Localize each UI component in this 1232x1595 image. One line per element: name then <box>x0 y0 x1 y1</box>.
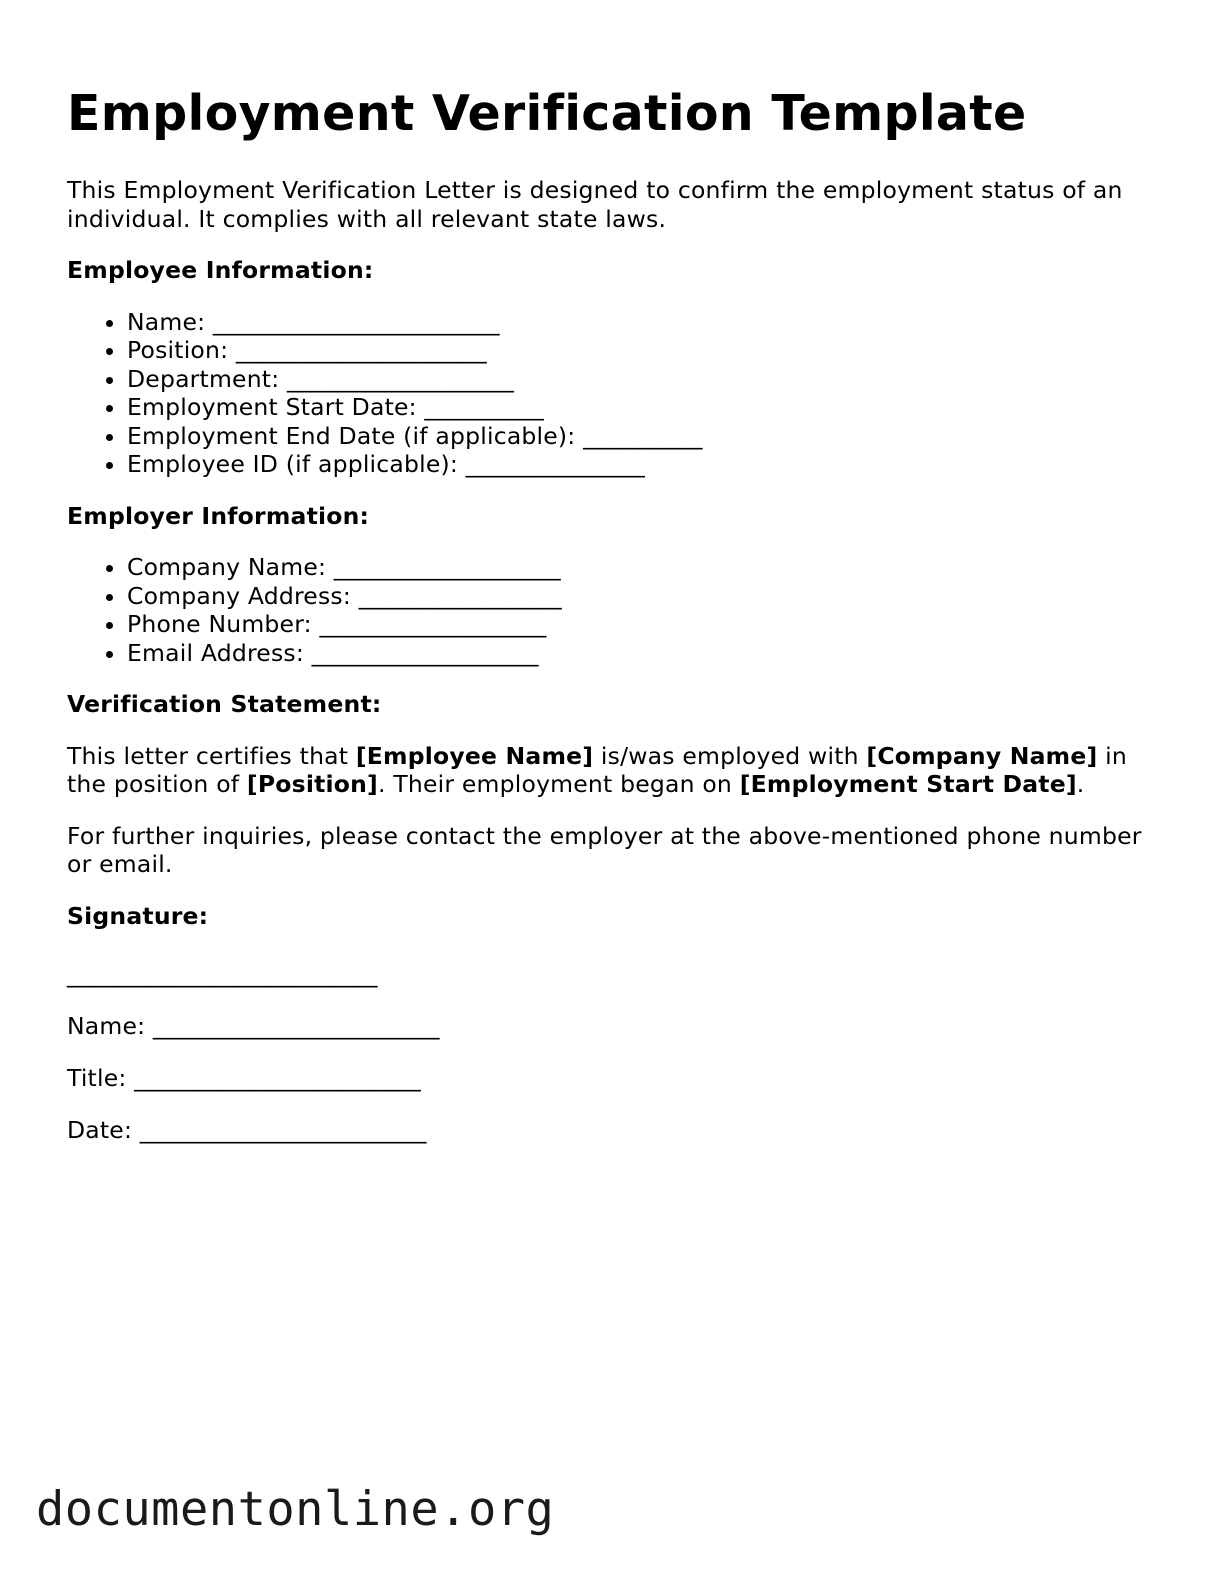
signature-heading: Signature: <box>67 901 209 930</box>
employee-info-list <box>67 308 1167 479</box>
statement-text: . Their employment began on <box>377 770 740 798</box>
list-item-end-date: • Employment End Date (if applicable): __________ <box>127 422 1167 451</box>
signature-line: __________________________ <box>67 960 378 988</box>
employer-info-heading: Employer Information: <box>67 501 370 530</box>
page-title: Employment Verification Template <box>67 85 1027 142</box>
list-item-company-address: • Company Address: _________________ <box>127 582 1167 611</box>
signature-block <box>67 960 1167 1145</box>
employee-info-heading: Employee Information: <box>67 256 374 284</box>
contact-note: For further inquiries, please contact the employer at the above-mentioned phone number or email. <box>67 821 1142 878</box>
watermark: documentonline.org <box>36 1482 555 1537</box>
employee-name-placeholder: [Employee Name] <box>355 741 594 770</box>
start-date-placeholder: [Employment Start Date] <box>739 770 1077 798</box>
signature-title-line: Title: ________________________ <box>67 1064 421 1092</box>
statement-text: This letter certifies that <box>67 741 356 770</box>
list-item-employee-name: • Name: ________________________ <box>127 308 1167 337</box>
signature-name-line: Name: ________________________ <box>67 1012 440 1040</box>
company-name-placeholder: [Company Name] <box>866 741 1098 770</box>
document <box>67 84 1167 1168</box>
statement-text: in the position of <box>67 741 1127 798</box>
list-item-company-name: • Company Name: ___________________ <box>127 553 1167 582</box>
list-item-phone-number: • Phone Number: ___________________ <box>127 610 1167 639</box>
employer-info-list <box>67 553 1167 667</box>
list-item-email-address: • Email Address: ___________________ <box>127 639 1167 668</box>
list-item-employee-id: • Employee ID (if applicable): _______________ <box>127 450 1167 479</box>
verification-heading: Verification Statement: <box>67 690 382 718</box>
intro-paragraph: This Employment Verification Letter is designed to confirm the employment status of an individual. It complies with all relevant state laws. <box>67 176 1123 233</box>
verification-statement <box>67 742 1167 799</box>
statement-text: is/was employed with <box>593 741 867 770</box>
list-item-start-date: • Employment Start Date: __________ <box>127 393 1167 422</box>
list-item-department: • Department: ___________________ <box>127 365 1167 394</box>
signature-date-line: Date: ________________________ <box>67 1116 427 1144</box>
statement-text: . <box>1076 770 1085 798</box>
list-item-position: • Position: _____________________ <box>127 336 1167 365</box>
position-placeholder: [Position] <box>246 770 378 798</box>
